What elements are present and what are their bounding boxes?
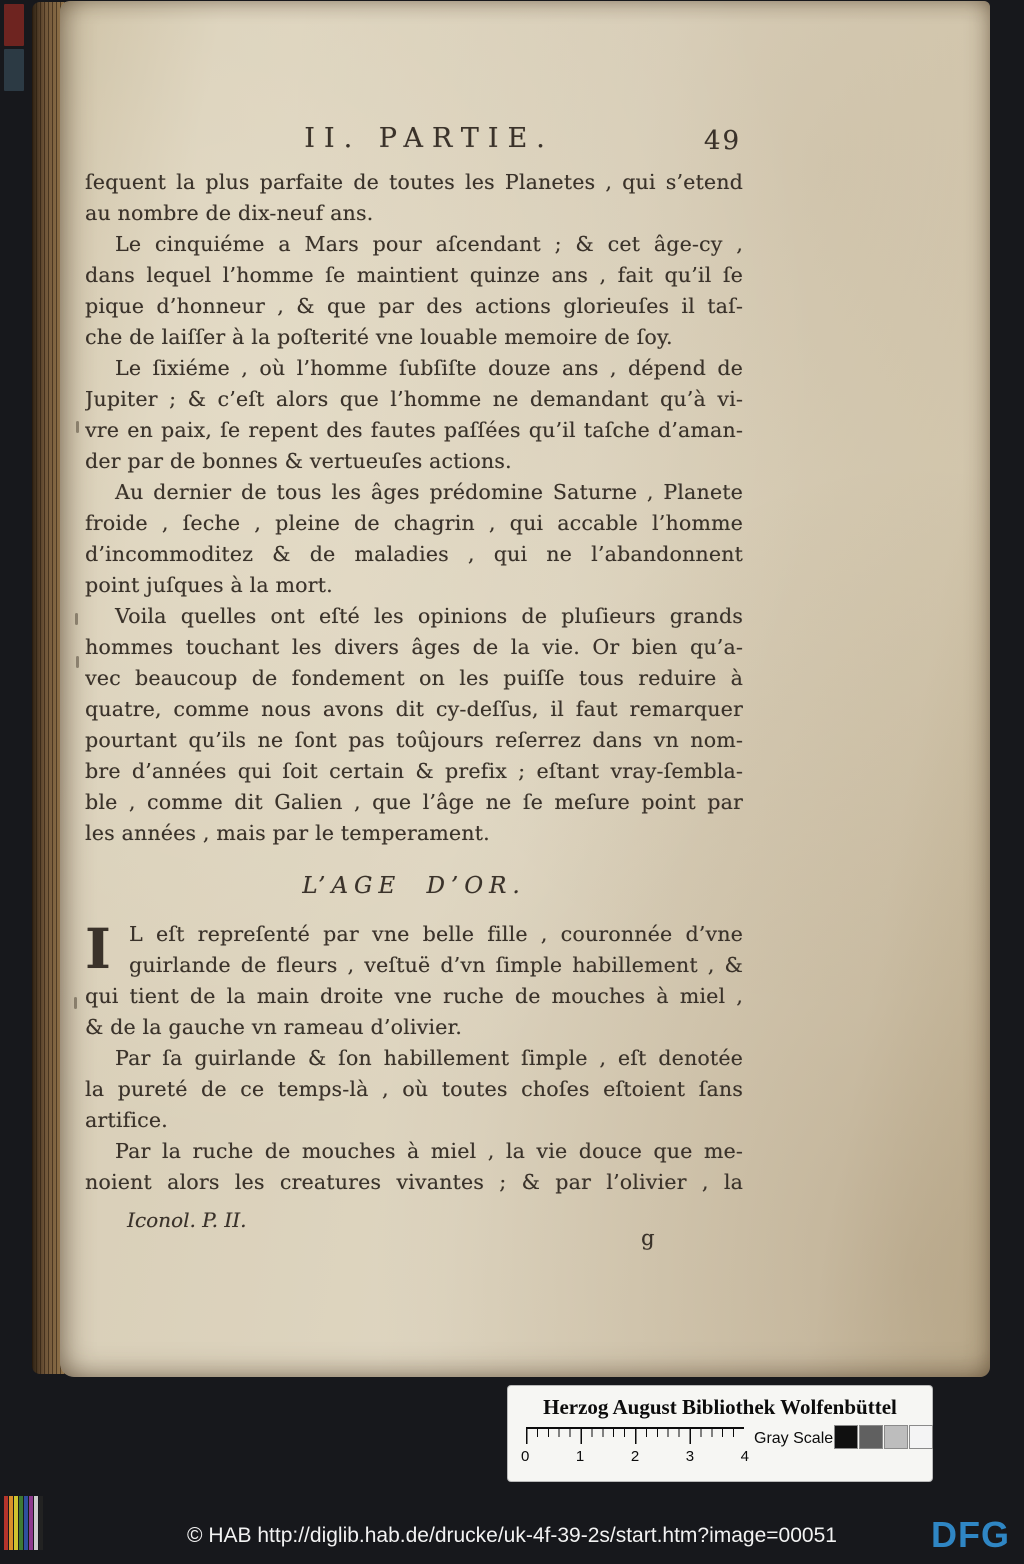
page-footer [85, 1208, 743, 1258]
text-line: guirlande de fleurs , veſtuë d’vn ſimple habillement , & [129, 953, 743, 977]
text-line: Le ſixiéme , où l’homme ſubſiſte douze ans , dépend de [115, 356, 743, 380]
text-block [85, 123, 743, 1258]
ruler-number: 3 [685, 1448, 695, 1465]
ink-smudge [76, 421, 79, 433]
text-line: vec beaucoup de fondement on les puiſſe tous reduire à [85, 666, 743, 690]
text-line: Le cinquiéme a Mars pour aſcendant ; & cet âge-cy , [115, 232, 743, 256]
text-line: dans lequel l’homme ſe maintient quinze ans , fait qu’il ſe [85, 263, 743, 287]
text-line: Au dernier de tous les âges prédomine Saturne , Planete [115, 480, 743, 504]
text-line: point juſques à la mort. [85, 573, 333, 597]
text-line: froide , ſeche , pleine de chagrin , qui accable l’homme [85, 511, 743, 535]
text-line: L eſt repreſenté par vne belle fille , couronnée d’vne [129, 922, 743, 946]
text-line: bre d’années qui ſoit certain & prefix ; eſtant vray-ſembla- [85, 759, 743, 783]
source-url-caption: © HAB http://diglib.hab.de/drucke/uk-4f-39-2s/start.htm?image=00051 [187, 1524, 837, 1547]
text-line: Par ſa guirlande & ſon habillement ſimple , eſt denotée [115, 1046, 743, 1070]
text-line: Jupiter ; & c’eſt alors que l’homme ne demandant qu’à vi- [85, 387, 743, 411]
text-line: pique d’honneur , & que par des actions glorieuſes il taſ- [85, 294, 743, 318]
text-line: quatre, comme nous avons dit cy-deſſus, il faut remarquer [85, 697, 743, 721]
text-line: qui tient de la main droite vne ruche de mouches à miel , [85, 984, 743, 1008]
body-text-block-2 [85, 916, 743, 1198]
text-line: pourtant qu’ils ne ſont pas toûjours reſerrez dans vn nom- [85, 728, 743, 752]
text-line: & de la gauche vn rameau d’olivier. [85, 1015, 462, 1039]
running-header [85, 123, 743, 167]
color-chip [4, 4, 24, 46]
ink-smudge [74, 997, 77, 1009]
gray-swatch [884, 1425, 908, 1449]
ink-smudge [76, 656, 79, 668]
ink-smudge [75, 613, 78, 625]
text-line: la pureté de ce temps-là , où toutes choſes eſtoient ſans [85, 1077, 743, 1101]
text-line: Par la ruche de mouches à miel , la vie douce que me- [115, 1139, 743, 1163]
text-line: hommes touchant les divers âges de la vie. Or bien qu’a- [85, 635, 743, 659]
text-line: Voila quelles ont eſté les opinions de pluſieurs grands [115, 604, 743, 628]
calibration-card [508, 1386, 932, 1481]
section-heading: L’AGE D’OR. [302, 873, 526, 899]
text-line: ſequent la plus parfaite de toutes les Planetes , qui s’etend [85, 170, 743, 194]
text-line: ble , comme dit Galien , que l’âge ne ſe meſure point par [85, 790, 743, 814]
ruler-number: 1 [575, 1448, 585, 1465]
ruler-numbers [521, 1448, 749, 1465]
text-line: noient alors les creatures vivantes ; & par l’olivier , la [85, 1170, 743, 1194]
color-chip [4, 49, 24, 91]
scanned-page [60, 1, 990, 1377]
part-title: II. PARTIE. [304, 123, 554, 154]
gray-scale-label: Gray Scale [754, 1430, 834, 1447]
gray-swatch [859, 1425, 883, 1449]
ruler [526, 1427, 744, 1444]
gathering-signature: g [641, 1226, 655, 1250]
text-line: au nombre de dix-neuf ans. [85, 201, 374, 225]
text-line: d’incommoditez & de maladies , qui ne l’abandonnent [85, 542, 743, 566]
gray-swatch [909, 1425, 933, 1449]
text-line: vre en paix, ſe repent des fautes paſſées qu’il taſche d’aman- [85, 418, 743, 442]
text-line: che de laiſſer à la poſterité vne louable memoire de ſoy. [85, 325, 673, 349]
dfg-logo: DFG [931, 1514, 1010, 1555]
ruler-number: 0 [521, 1448, 530, 1465]
gray-scale-swatches [834, 1425, 934, 1449]
drop-cap: I [85, 916, 111, 981]
text-line: der par de bonnes & vertueuſes actions. [85, 449, 512, 473]
text-line: les années , mais par le temperament. [85, 821, 490, 845]
imprint-note: Iconol. P. II. [127, 1208, 247, 1232]
ruler-number: 2 [630, 1448, 640, 1465]
color-calibration-top [4, 4, 24, 94]
ruler-number: 4 [740, 1448, 749, 1465]
page-number: 49 [703, 126, 741, 156]
text-line: artifice. [85, 1108, 168, 1132]
body-text-block-1 [85, 167, 743, 849]
library-name: Herzog August Bibliothek Wolfenbüttel [543, 1395, 897, 1419]
gray-swatch [834, 1425, 858, 1449]
